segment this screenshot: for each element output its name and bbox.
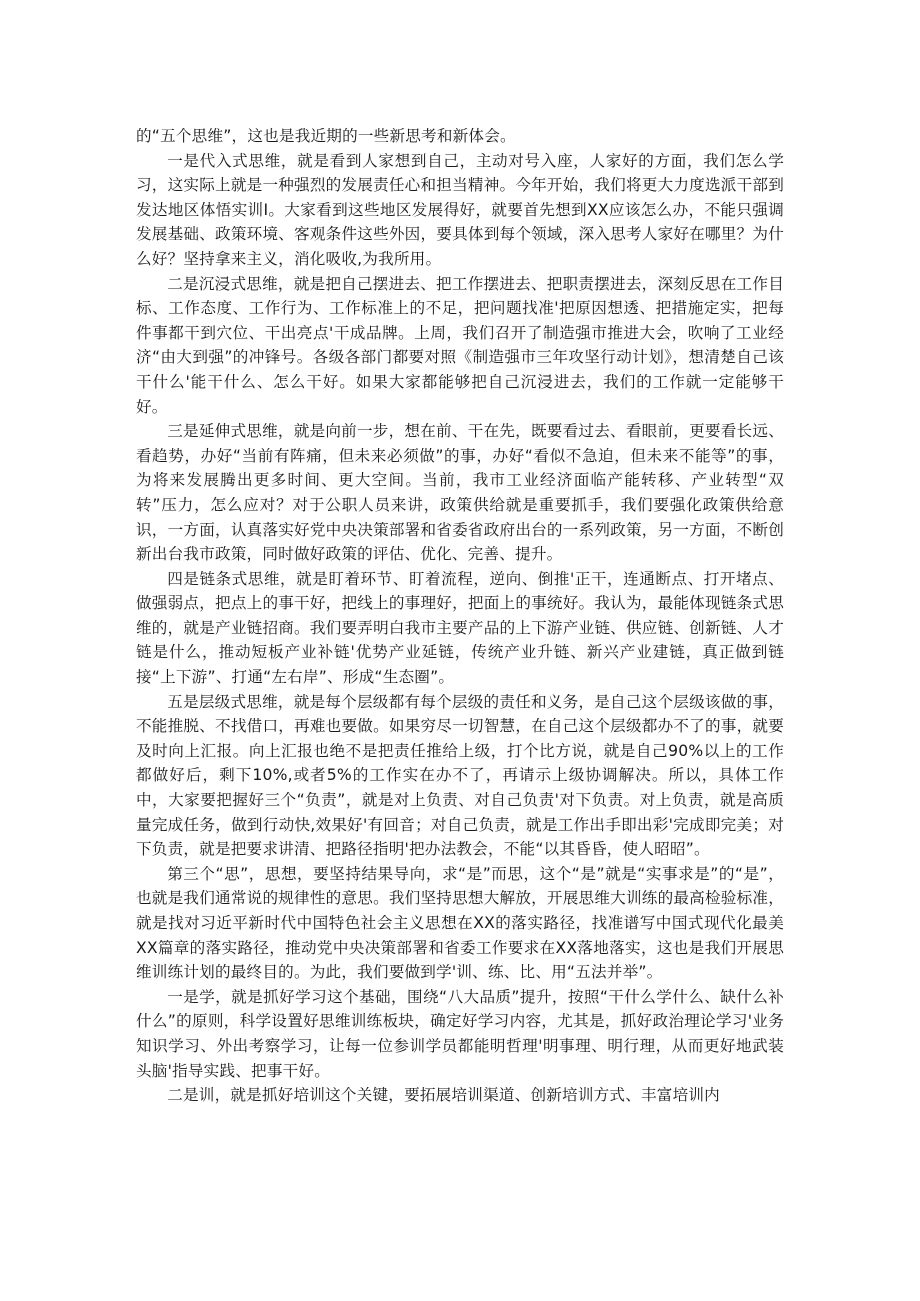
paragraph-chain-thinking: 四是链条式思维，就是盯着环节、盯着流程，逆向、倒推'正干，连通断点、打开堵点、做强弱点，把点上的事干好，把线上的事理好，把面上的事统好。我认为，最能体现链条式思维的，就是产业链招商。我们要弄明白我市主要产品的上下游产业链、供应链、创新链、人才链是什么，推动短板产业补链'优势产业延链，传统产业升链、新兴产业建链，真正做到链接“上下游”、打通“左右岸”、形成“生态圈”。 — [136, 569, 784, 687]
paragraph-continuation: 的“五个思维”，这也是我近期的一些新思考和新体会。 — [136, 127, 516, 145]
paragraph-study: 一是学，就是抓好学习这个基础，围绕“八大品质”提升，按照“干什么学什么、缺什么补什么”的原则，科学设置好思维训练板块，确定好学习内容，尤其是，抓好政治理论学习'业务知识学习、外出考察学习，让每一位参训学员都能明哲理'明事理、明行理，从而更好地武装头脑'指导实践、把事干好。 — [136, 987, 784, 1080]
paragraph-third-si: 第三个“思”，思想，要坚持结果导向，求“是”而思，这个“是”就是“实事求是”的“是”，也就是我们通常说的规律性的意思。我们坚持思想大解放，开展思维大训练的最高检验标准，就是找对习近平新时代中国特色社会主义思想在XX的落实路径，找准谱写中国式现代化最美XX篇章的落实路径，推动党中央决策部署和省委工作要求在XX落地落实，这也是我们开展思维训练计划的最终目的。为此，我们要做到学'训、练、比、用“五法并举”。 — [136, 864, 784, 982]
paragraph-hierarchical-thinking: 五是层级式思维，就是每个层级都有每个层级的责任和义务，是自己这个层级该做的事，不能推脱、不找借口，再难也要做。如果穷尽一切智慧，在自己这个层级都办不了的事，就要及时向上汇报。向上汇报也绝不是把责任推给上级，打个比方说，就是自己90%以上的工作都做好后，剩下10%,或者5%的工作实在办不了，再请示上级协调解决。所以，具体工作中，大家要把握好三个“负责”，就是对上负责、对自己负责'对下负责。对上负责，就是高质量完成任务，做到行动快,效果好'有回音；对自己负责，就是工作出手即出彩'完成即完美；对下负责，就是把要求讲清、把路径指明'把办法教会，不能“以其昏昏，使人昭昭”。 — [136, 692, 784, 859]
paragraph-training: 二是训，就是抓好培训这个关键，要拓展培训渠道、创新培训方式、丰富培训内 — [167, 1086, 720, 1105]
document-body — [136, 124, 784, 1108]
paragraph-immersive-thinking: 二是沉浸式思维，就是把自己摆进去、把工作摆进去、把职责摆进去，深刻反思在工作目标、工作态度、工作行为、工作标准上的不足，把问题找准'把原因想透、把措施定实，把每件事都干到穴位、干出亮点'干成品牌。上周，我们召开了制造强市推进大会，吹响了工业经济“由大到强”的冲锋号。各级各部门都要对照《制造强市三年攻坚行动计划》，想清楚自己该干什么'能干什么、怎么干好。如果大家都能够把自己沉浸进去，我们的工作就一定能够干好。 — [136, 274, 784, 416]
paragraph-substitution-thinking: 一是代入式思维，就是看到人家想到自己，主动对号入座，人家好的方面，我们怎么学习，这实际上就是一种强烈的发展责任心和担当精神。今年开始，我们将更大力度选派干部到发达地区体悟实训I。大家看到这些地区发展得好，就要首先想到XX应该怎么办，不能只强调发展基础、政策环境、客观条件这些外因，要具体到每个领域，深入思考人家好在哪里？为什么好？坚持拿来主义，消化吸收,为我所用。 — [136, 151, 784, 268]
paragraph-extended-thinking: 三是延伸式思维，就是向前一步，想在前、干在先，既要看过去、看眼前，更要看长远、看趋势，办好“当前有阵痛，但未来必须做”的事，办好“看似不急迫，但未来不能等”的事，为将来发展腾出更多时间、更大空间。当前，我市工业经济面临产能转移、产业转型“双转”压力，怎么应对？对于公职人员来讲，政策供给就是重要抓手，我们要强化政策供给意识，一方面，认真落实好党中央决策部署和省委省政府出台的一系列政策，另一方面，不断创新出台我市政策，同时做好政策的评估、优化、完善、提升。 — [136, 422, 784, 564]
